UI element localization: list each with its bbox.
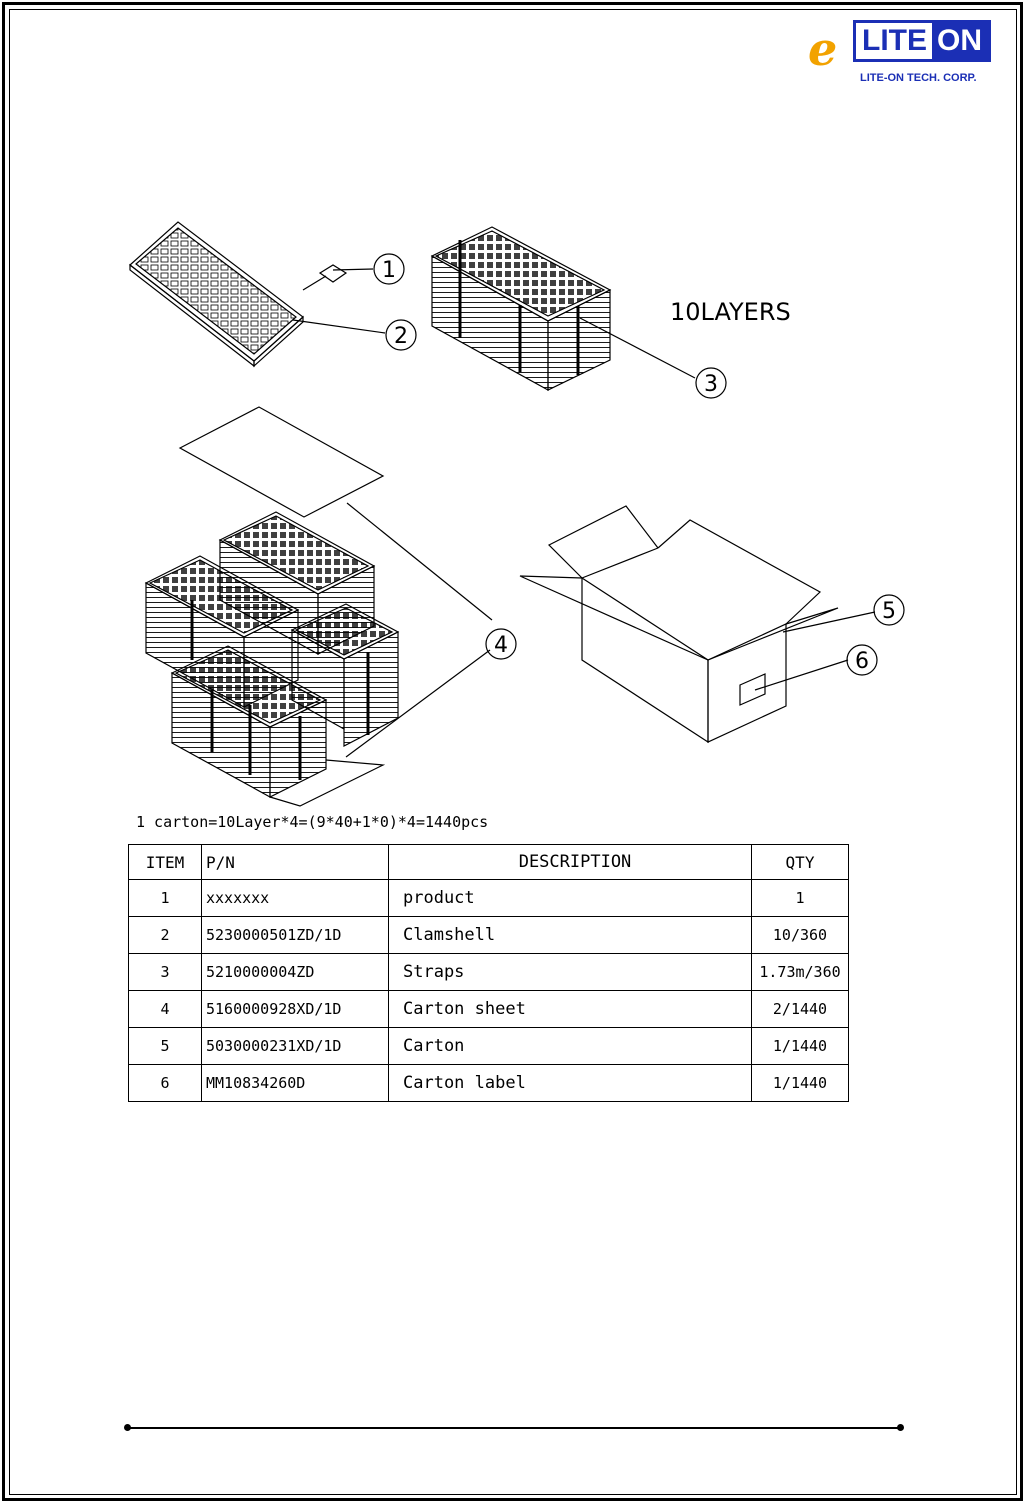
row-qty: 1 (752, 880, 849, 917)
row-item: 2 (129, 917, 202, 954)
row-item: 6 (129, 1065, 202, 1102)
header-pn: P/N (202, 845, 389, 880)
row-item: 5 (129, 1028, 202, 1065)
header-qty: QTY (752, 845, 849, 880)
table-row (129, 1028, 849, 1065)
carton-label-patch (740, 674, 765, 705)
carton-stacks (146, 512, 398, 797)
logo-e-letter: e (808, 22, 838, 76)
row-description: Clamshell (389, 917, 752, 954)
callout-1-label: 1 (382, 258, 396, 283)
row-description: product (389, 880, 752, 917)
product-part (320, 265, 346, 282)
logo-lite-text: LITE (856, 23, 932, 59)
table-row (129, 954, 849, 991)
row-pn: xxxxxxx (202, 880, 389, 917)
row-qty: 2/1440 (752, 991, 849, 1028)
row-description: Carton sheet (389, 991, 752, 1028)
callout-6-label: 6 (855, 649, 869, 674)
footer-rule (128, 1427, 901, 1429)
row-description: Carton (389, 1028, 752, 1065)
row-qty: 10/360 (752, 917, 849, 954)
bom-table (128, 844, 849, 1102)
carton-sheet-top (180, 407, 383, 517)
callout-5-label: 5 (882, 599, 896, 624)
callout-4-label: 4 (494, 633, 508, 658)
table-row (129, 917, 849, 954)
footer-rule-right-dot (897, 1424, 904, 1431)
header-item: ITEM (129, 845, 202, 880)
row-description: Straps (389, 954, 752, 991)
table-row (129, 880, 849, 917)
row-pn: 5030000231XD/1D (202, 1028, 389, 1065)
row-pn: 5210000004ZD (202, 954, 389, 991)
row-description: Carton label (389, 1065, 752, 1102)
clamshell-tray (130, 222, 303, 366)
footer-rule-left-dot (124, 1424, 131, 1431)
row-item: 4 (129, 991, 202, 1028)
row-pn: 5230000501ZD/1D (202, 917, 389, 954)
table-row (129, 1065, 849, 1102)
row-qty: 1/1440 (752, 1065, 849, 1102)
row-qty: 1/1440 (752, 1028, 849, 1065)
table-row (129, 991, 849, 1028)
row-pn: 5160000928XD/1D (202, 991, 389, 1028)
layers-label: 10LAYERS (670, 298, 791, 326)
packing-formula: 1 carton=10Layer*4=(9*40+1*0)*4=1440pcs (136, 813, 489, 831)
row-item: 1 (129, 880, 202, 917)
row-pn: MM10834260D (202, 1065, 389, 1102)
tray-stack (432, 227, 610, 390)
bom-header-row (129, 845, 849, 880)
callout-2-label: 2 (394, 324, 408, 349)
header-description: DESCRIPTION (389, 845, 752, 880)
logo-subtitle: LITE-ON TECH. CORP. (860, 72, 977, 84)
logo-on-text: ON (932, 23, 988, 59)
row-item: 3 (129, 954, 202, 991)
open-carton (520, 506, 838, 742)
callout-3-label: 3 (704, 372, 718, 397)
row-qty: 1.73m/360 (752, 954, 849, 991)
